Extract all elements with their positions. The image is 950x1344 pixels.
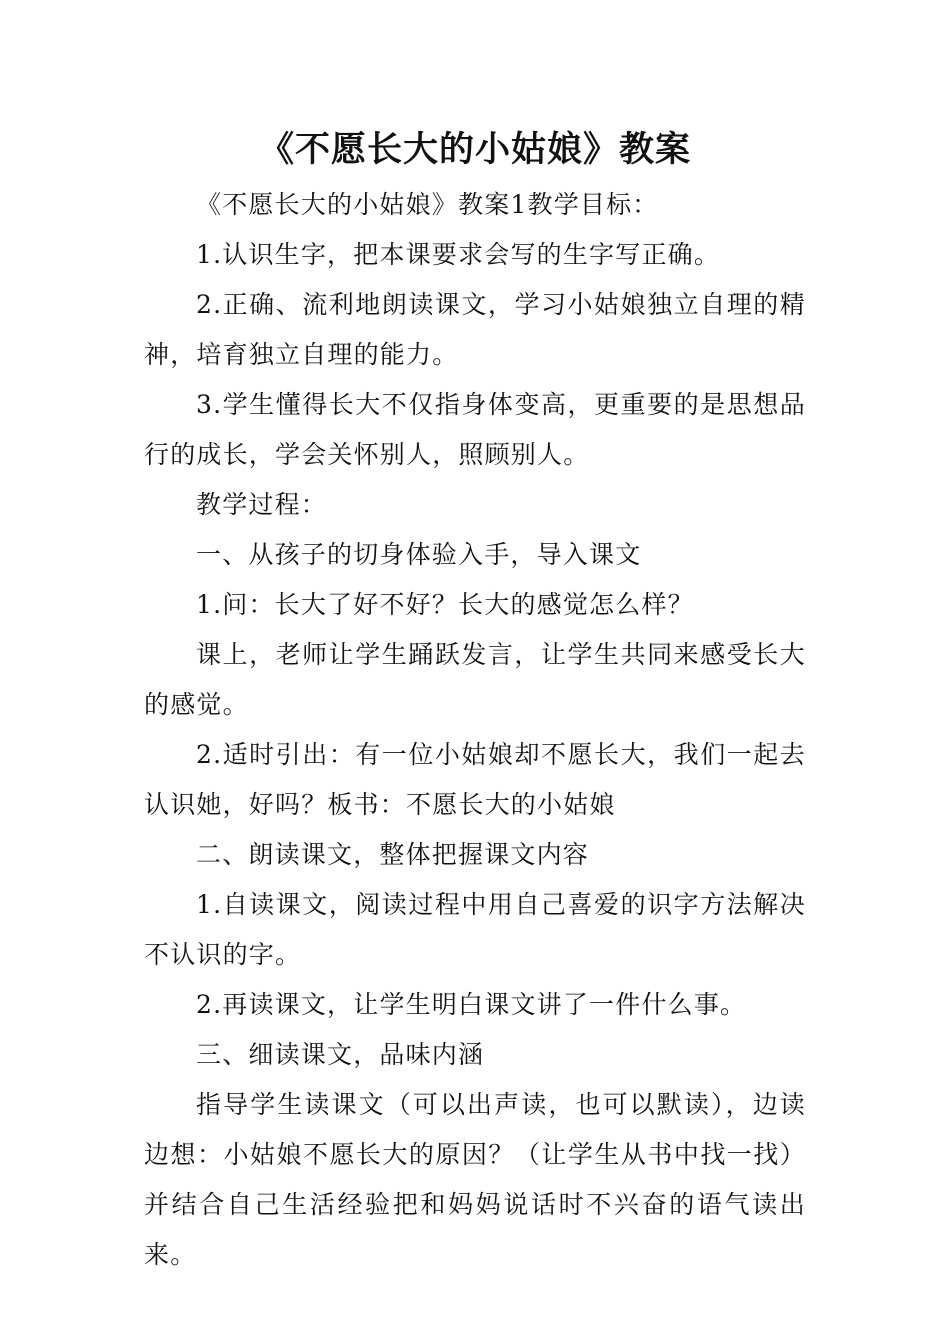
paragraph: 三、细读课文，品味内涵 bbox=[196, 1040, 485, 1069]
paragraph: 2.适时引出：有一位小姑娘却不愿长大，我们一起去认识她，好吗？板书：不愿长大的小姑娘 bbox=[144, 740, 806, 819]
paragraph: 课上，老师让学生踊跃发言，让学生共同来感受长大的感觉。 bbox=[144, 640, 806, 719]
document-body bbox=[144, 180, 806, 1280]
paragraph: 1.认识生字，把本课要求会写的生字写正确。 bbox=[196, 240, 721, 269]
paragraph: 2.再读课文，让学生明白课文讲了一件什么事。 bbox=[196, 990, 747, 1019]
paragraph: 3.学生懂得长大不仅指身体变高，更重要的是思想品行的成长，学会关怀别人，照顾别人。 bbox=[144, 390, 806, 469]
paragraph: 指导学生读课文（可以出声读，也可以默读），边读边想：小姑娘不愿长大的原因？（让学生从书中找一找）并结合自己生活经验把和妈妈说话时不兴奋的语气读出来。 bbox=[144, 1090, 806, 1269]
paragraph: 《不愿长大的小姑娘》教案1教学目标： bbox=[196, 190, 659, 219]
paragraph: 一、从孩子的切身体验入手，导入课文 bbox=[196, 540, 642, 569]
paragraph: 2.正确、流利地朗读课文，学习小姑娘独立自理的精神，培育独立自理的能力。 bbox=[144, 290, 806, 369]
paragraph: 二、朗读课文，整体把握课文内容 bbox=[196, 840, 590, 869]
paragraph: 1.自读课文，阅读过程中用自己喜爱的识字方法解决不认识的字。 bbox=[144, 890, 806, 969]
paragraph: 1.问：长大了好不好？长大的感觉怎么样？ bbox=[196, 590, 694, 619]
document-title: 《不愿长大的小姑娘》教案 bbox=[258, 130, 691, 170]
paragraph: 教学过程： bbox=[196, 490, 328, 519]
